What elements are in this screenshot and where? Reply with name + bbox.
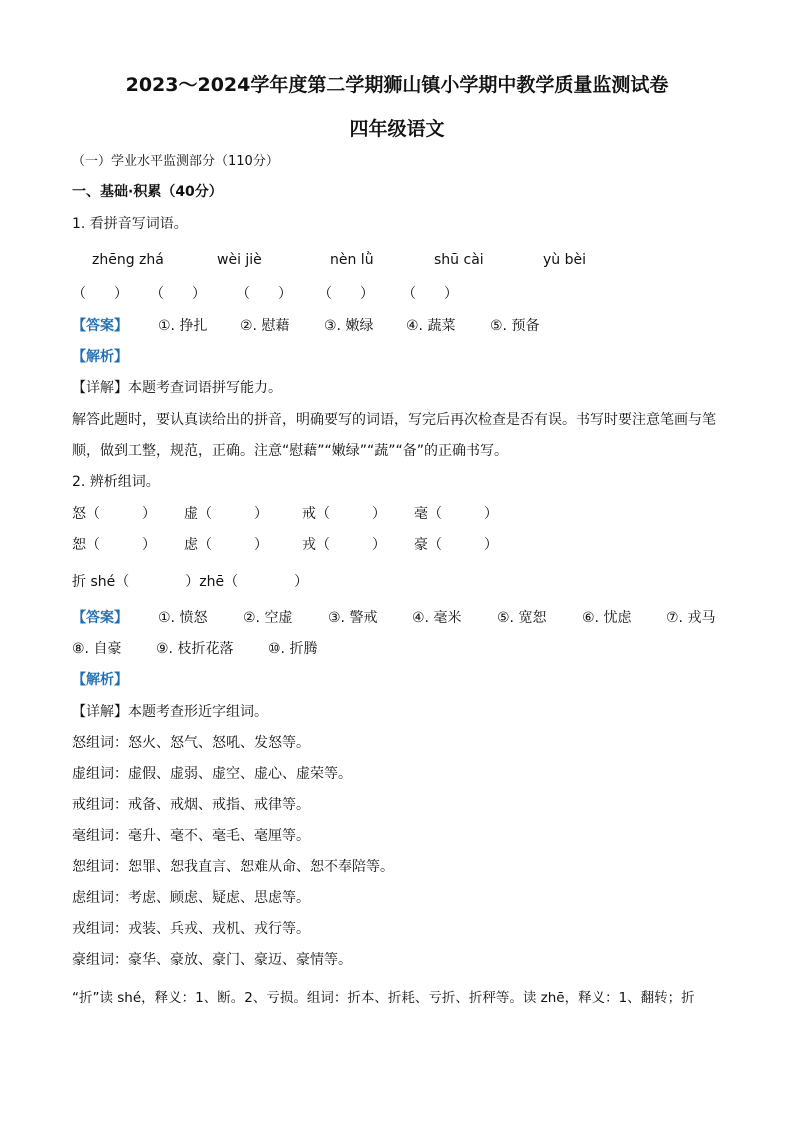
section-heading: 一、基础·积累（40分） (72, 184, 223, 200)
answer-blank: （ ） (402, 286, 458, 302)
answer-item: ⑤. 宽恕 (497, 610, 547, 626)
answer-item: ③. 警戒 (328, 610, 378, 626)
word-group-line: 恕组词：恕罪、恕我直言、恕难从命、恕不奉陪等。 (72, 859, 394, 875)
answer-blank: （ ） (72, 286, 128, 302)
char-blank: 恕（ ） (72, 537, 156, 553)
answer-item: ②. 慰藉 (240, 318, 290, 334)
pinyin-item: zhēng zhá (92, 252, 164, 268)
word-group-line: 戎组词：戎装、兵戎、戎机、戎行等。 (72, 921, 310, 937)
answer-tag: 【答案】 (72, 610, 128, 626)
answer-blank: （ ） (318, 286, 374, 302)
answer-item: ⑧. 自豪 (72, 641, 122, 657)
word-group-line: 怒组词：怒火、怒气、怒吼、发怒等。 (72, 735, 310, 751)
answer-blank: （ ） (150, 286, 206, 302)
part-heading: （一）学业水平监测部分（110分） (72, 154, 279, 169)
answer-item: ⑥. 忧虑 (582, 610, 632, 626)
char-blank: 戒（ ） (302, 506, 386, 522)
q1-detail: 【详解】本题考查词语拼写能力。 (72, 380, 282, 396)
pinyin-item: yù bèi (543, 252, 586, 268)
zhe-pronunciation-note: “折”读 shé，释义：1、断。2、亏损。组词：折本、折耗、亏折、折秤等。读 zhē，释义：1、翻转；折 (72, 990, 695, 1006)
analysis-tag: 【解析】 (72, 672, 128, 688)
word-group-line: 戒组词：戒备、戒烟、戒指、戒律等。 (72, 797, 310, 813)
answer-item: ①. 挣扎 (158, 318, 208, 334)
document-title: 2023～2024学年度第二学期狮山镇小学期中教学质量监测试卷 (125, 74, 669, 96)
char-blank: 毫（ ） (414, 506, 498, 522)
answer-item: ②. 空虚 (243, 610, 293, 626)
pinyin-item: shū cài (434, 252, 484, 268)
answer-item: ⑤. 预备 (490, 318, 540, 334)
q1-stem: 1. 看拼音写词语。 (72, 216, 188, 232)
word-group-line: 虚组词：虚假、虚弱、虚空、虚心、虚荣等。 (72, 766, 352, 782)
pinyin-item: wèi jiè (217, 252, 262, 268)
answer-item: ⑨. 枝折花落 (156, 641, 234, 657)
word-group-line: 虑组词：考虑、顾虑、疑虑、思虑等。 (72, 890, 310, 906)
q2-detail: 【详解】本题考查形近字组词。 (72, 704, 268, 720)
answer-item: ①. 愤怒 (158, 610, 208, 626)
answer-item: ⑩. 折腾 (268, 641, 318, 657)
pinyin-item: nèn lǜ (330, 252, 374, 268)
analysis-tag: 【解析】 (72, 349, 128, 365)
answer-blank: （ ） (236, 286, 292, 302)
q2-stem: 2. 辨析组词。 (72, 474, 160, 490)
char-blank: 戎（ ） (302, 537, 386, 553)
answer-item: ⑦. 戎马 (666, 610, 716, 626)
q1-explanation-line: 解答此题时，要认真读给出的拼音，明确要写的词语，写完后再次检查是否有误。书写时要注意笔画与笔 (72, 412, 716, 428)
answer-tag: 【答案】 (72, 318, 128, 334)
answer-item: ④. 蔬菜 (406, 318, 456, 334)
char-blank: 虑（ ） (184, 537, 268, 553)
answer-item: ③. 嫩绿 (324, 318, 374, 334)
word-group-line: 豪组词：豪华、豪放、豪门、豪迈、豪情等。 (72, 952, 352, 968)
document-subtitle: 四年级语文 (349, 118, 445, 140)
q2-zhe-blank: 折 shé（ ）zhē（ ） (72, 574, 309, 590)
word-group-line: 毫组词：毫升、毫不、毫毛、毫厘等。 (72, 828, 310, 844)
char-blank: 豪（ ） (414, 537, 498, 553)
q1-explanation-line: 顺，做到工整，规范，正确。注意“慰藉”“嫩绿”“蔬”“备”的正确书写。 (72, 443, 509, 459)
char-blank: 怒（ ） (72, 506, 156, 522)
answer-item: ④. 毫米 (412, 610, 462, 626)
char-blank: 虚（ ） (184, 506, 268, 522)
